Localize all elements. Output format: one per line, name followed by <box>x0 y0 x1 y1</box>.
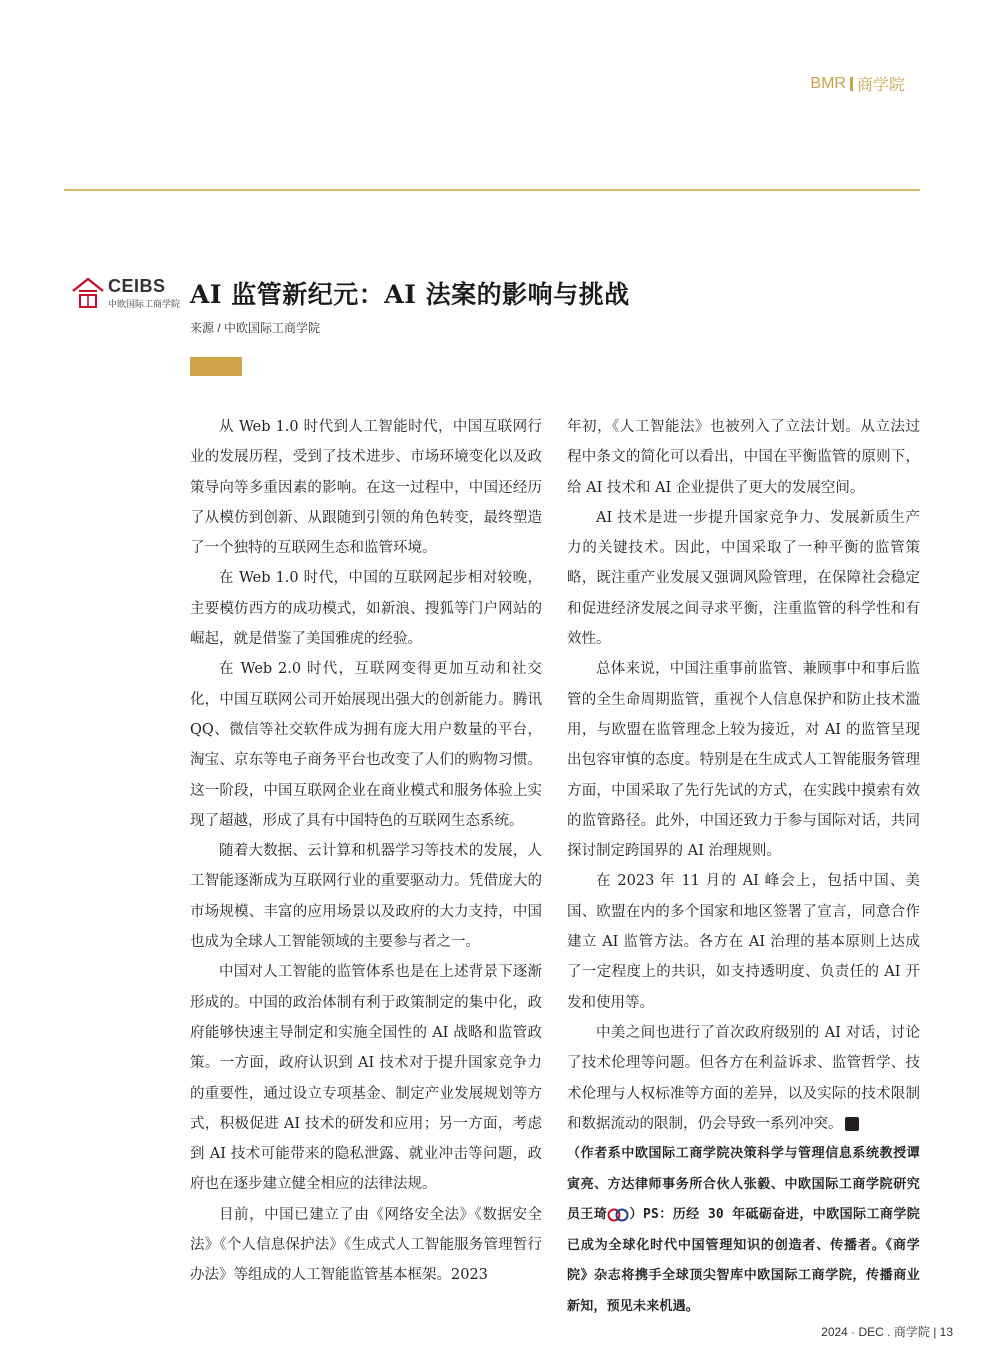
ceibs-logo-icon <box>70 276 106 310</box>
article-column-right <box>567 412 920 1322</box>
header-section: 商学院 <box>856 77 905 94</box>
logo-subtitle: 中欧国际工商学院 <box>108 300 181 310</box>
paragraph: 在 Web 2.0 时代，互联网变得更加互动和社交化，中国互联网公司开始展现出强大的创新能力。腾讯 QQ、微信等社交软件成为拥有庞大用户数量的平台，淘宝、京东等电子商务平台也改变了人们的购物习惯。这一阶段，中国互联网企业在商业模式和服务体验上实现了超越，形成了具有中国特色的互联网生态系统。 <box>190 661 542 829</box>
paragraph: AI 技术是进一步提升国家竞争力、发展新质生产力的关键技术。因此，中国采取了一种平衡的监管策略，既注重产业发展又强调风险管理，在保障社会稳定和促进经济发展之间寻求平衡，注重监管的科学性和有效性。 <box>567 509 920 648</box>
article-source: 来源 / 中欧国际工商学院 <box>190 321 321 335</box>
ceibs-logo <box>70 276 182 312</box>
header-brand: BMR <box>810 74 846 92</box>
paragraph: 目前，中国已建立了由《网络安全法》《数据安全法》《个人信息保护法》《生成式人工智能服务管理暂行办法》等组成的人工智能监管基本框架。2023 <box>190 1206 542 1284</box>
author-note <box>567 1139 920 1322</box>
page-footer: 2024 · DEC . 商学院 | 13 <box>821 1325 953 1339</box>
end-mark-icon: 商 <box>845 1117 859 1131</box>
paragraph-continuation: 年初，《人工智能法》也被列入了立法计划。从立法过程中条文的简化可以看出，中国在平衡监管的原则下，给 AI 技术和 AI 企业提供了更大的发展空间。 <box>567 419 920 496</box>
logo-name: CEIBS <box>108 276 166 296</box>
paragraph: 总体来说，中国注重事前监管、兼顾事中和事后监管的全生命周期监管，重视个人信息保护和防止技术滥用，与欧盟在监管理念上较为接近，对 AI 的监管呈现出包容审慎的态度。特别是在生成式人工智能服务管理方面，中国采取了先行先试的方式，在实践中摸索有效的监管路径。此外，中国还致力于参与国际对话，共同探讨制定跨国界的 AI 治理规则。 <box>567 661 920 860</box>
anniversary-30-icon <box>607 1208 629 1222</box>
paragraph: 在 Web 1.0 时代，中国的互联网起步相对较晚，主要模仿西方的成功模式，如新浪、搜狐等门户网站的崛起，就是借鉴了美国雅虎的经验。 <box>190 570 542 648</box>
paragraph: 从 Web 1.0 时代到人工智能时代，中国互联网行业的发展历程，受到了技术进步、市场环境变化以及政策导向等多重因素的影响。在这一过程中，中国还经历了从模仿到创新、从跟随到引领的角色转变，最终塑造了一个独特的互联网生态和监管环境。 <box>190 419 542 557</box>
author-note-ps: ）PS：历经 30 年砥砺奋进，中欧国际工商学院已成为全球化时代中国管理知识的创造者、传播者。《商学院》杂志将携手全球顶尖智库中欧国际工商学院，传播商业新知，预见未来机遇。 <box>567 1207 920 1314</box>
magazine-header <box>810 72 905 95</box>
author-note-text: （作者系中欧国际工商学院决策科学与管理信息系统教授谭寅亮、方达律师事务所合伙人张毅、中欧国际工商学院研究员王琦 <box>567 1146 920 1223</box>
paragraph: 在 2023 年 11 月的 AI 峰会上，包括中国、美国、欧盟在内的多个国家和地区签署了宣言，同意合作建立 AI 监管方法。各方在 AI 治理的基本原则上达成了一定程度上的共识，如支持透明度、负责任的 AI 开发和使用等。 <box>567 873 920 1011</box>
final-paragraph-text: 中美之间也进行了首次政府级别的 AI 对话，讨论了技术伦理等问题。但各方在利益诉求、监管哲学、技术伦理与人权标准等方面的差异，以及实际的技术限制和数据流动的限制，仍会导致一系列冲突。 <box>567 1024 920 1132</box>
article-column-left <box>190 412 542 1291</box>
paragraph: 随着大数据、云计算和机器学习等技术的发展，人工智能逐渐成为互联网行业的重要驱动力。凭借庞大的市场规模、丰富的应用场景以及政府的大力支持，中国也成为全球人工智能领域的主要参与者之一。 <box>190 843 542 951</box>
paragraph: 中国对人工智能的监管体系也是在上述背景下逐渐形成的。中国的政治体制有利于政策制定的集中化，政府能够快速主导制定和实施全国性的 AI 战略和监管政策。一方面，政府认识到 AI 技术对于提升国家竞争力的重要性，通过设立专项基金、制定产业发展规划等方式，积极促进 AI 技术的研发和应用；另一方面，考虑到 AI 技术可能带来的隐私泄露、就业冲击等问题，政府也在逐步建立健全相应的法律法规。 <box>190 964 542 1193</box>
decorative-gold-block <box>190 357 242 376</box>
paragraph-final <box>567 1018 920 1139</box>
article-title: AI 监管新纪元：AI 法案的影响与挑战 <box>190 280 630 309</box>
header-rule <box>64 189 920 191</box>
header-divider <box>850 77 853 91</box>
